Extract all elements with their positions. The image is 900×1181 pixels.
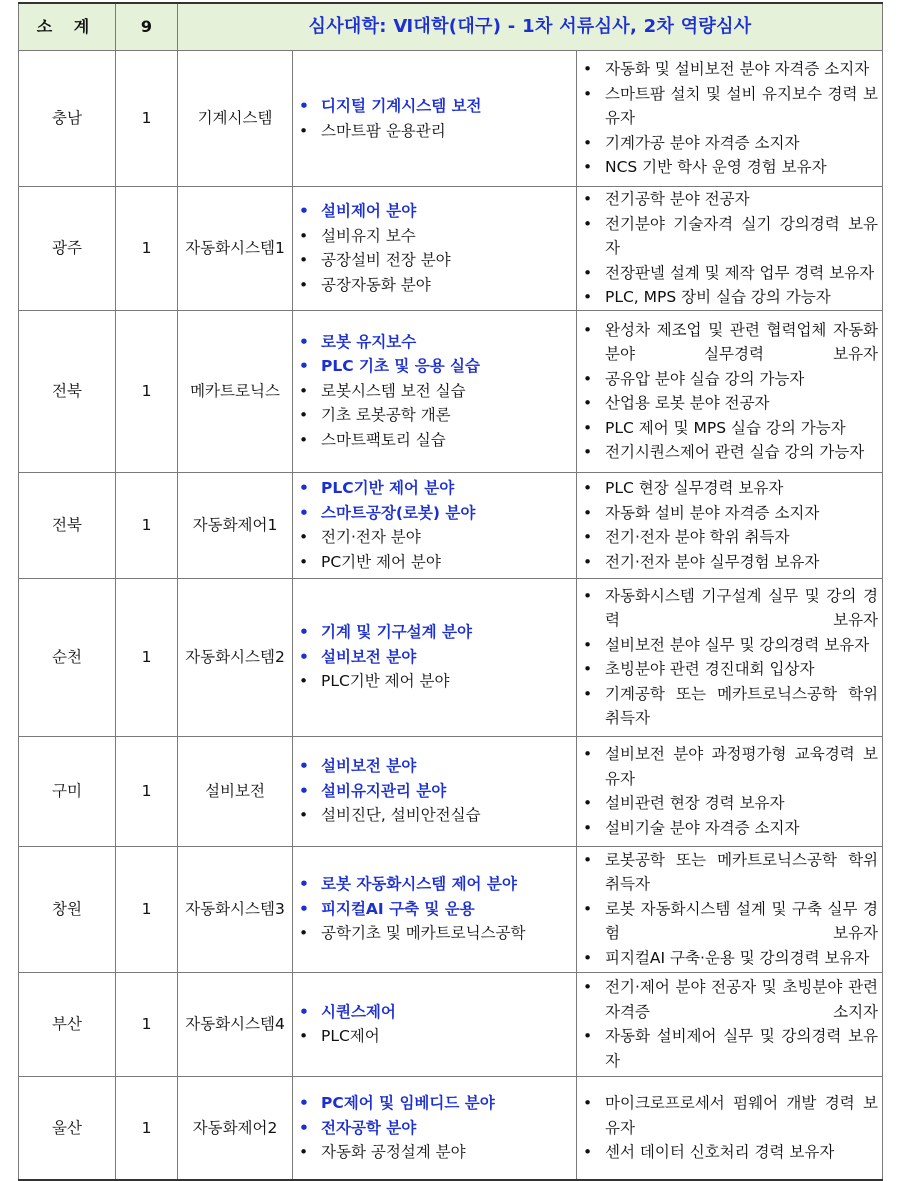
table-row: [19, 310, 883, 472]
qualification-item: • PLC, MPS 장비 실습 강의 가능자: [579, 285, 878, 310]
count-cell: 1: [116, 578, 178, 736]
table-row: [19, 187, 883, 311]
qualification-item: • 자동화시스템 기구설계 실무 및 강의 경력 보유자: [579, 584, 878, 633]
count-cell: 1: [116, 310, 178, 472]
subject-item: • 설비진단, 설비안전실습: [295, 803, 576, 828]
table-row: [19, 51, 883, 187]
qualifications-list: [579, 584, 878, 731]
subject-item: • 공장설비 전장 분야: [295, 248, 576, 273]
subject-item: • 피지컬AI 구축 및 운용: [295, 897, 576, 922]
qualification-item: • 기계가공 분야 자격증 소지자: [579, 131, 878, 156]
review-college-title: 심사대학: Ⅵ대학(대구) - 1차 서류심사, 2차 역량심사: [178, 3, 883, 51]
subjects-list: [295, 620, 576, 694]
subjects-list: [295, 330, 576, 453]
department-cell: 설비보전: [178, 736, 293, 846]
subject-item: • 기계 및 기구설계 분야: [295, 620, 576, 645]
subject-item: • 시퀀스제어: [295, 1000, 576, 1025]
subject-item: • 설비보전 분야: [295, 645, 576, 670]
qualification-item: • 설비관련 현장 경력 보유자: [579, 791, 878, 816]
subjects-cell: [293, 187, 577, 311]
region-cell: 충남: [19, 51, 116, 187]
qualifications-list: [579, 975, 878, 1073]
count-cell: 1: [116, 51, 178, 187]
subject-item: • 디지털 기계시스템 보전: [295, 94, 576, 119]
subjects-list: [295, 754, 576, 828]
table-row: [19, 1076, 883, 1180]
subject-item: • PC기반 제어 분야: [295, 550, 576, 575]
table-row: [19, 972, 883, 1076]
qualifications-cell: [577, 472, 883, 578]
qualification-item: • 설비기술 분야 자격증 소지자: [579, 816, 878, 841]
region-cell: 창원: [19, 846, 116, 972]
department-cell: 자동화시스템2: [178, 578, 293, 736]
subjects-cell: [293, 472, 577, 578]
qualification-item: • 공유압 분야 실습 강의 가능자: [579, 367, 878, 392]
qualification-item: • 전기분야 기술자격 실기 강의경력 보유자: [579, 212, 878, 261]
qualification-item: • 전기·제어 분야 전공자 및 초빙분야 관련 자격증 소지자: [579, 975, 878, 1024]
region-cell: 부산: [19, 972, 116, 1076]
subject-item: • PLC 기초 및 응용 실습: [295, 354, 576, 379]
qualifications-cell: [577, 187, 883, 311]
table-row: [19, 846, 883, 972]
department-cell: 자동화시스템1: [178, 187, 293, 311]
subjects-list: [295, 94, 576, 143]
region-cell: 구미: [19, 736, 116, 846]
recruitment-table: [18, 2, 883, 1181]
qualifications-cell: [577, 1076, 883, 1180]
qualification-item: • 자동화 및 설비보전 분야 자격증 소지자: [579, 57, 878, 82]
qualification-item: • 자동화 설비 분야 자격증 소지자: [579, 501, 878, 526]
subject-item: • 전기·전자 분야: [295, 525, 576, 550]
qualification-item: • 스마트팜 설치 및 설비 유지보수 경력 보유자: [579, 82, 878, 131]
qualification-item: • 완성차 제조업 및 관련 협력업체 자동화 분야 실무경력 보유자: [579, 318, 878, 367]
subtotal-label: 소 계: [19, 3, 116, 51]
qualification-item: • 마이크로프로세서 펌웨어 개발 경력 보유자: [579, 1091, 878, 1140]
subtotal-count: 9: [116, 3, 178, 51]
count-cell: 1: [116, 846, 178, 972]
subjects-cell: [293, 310, 577, 472]
qualification-item: • 로봇 자동화시스템 설계 및 구축 실무 경험 보유자: [579, 897, 878, 946]
subjects-list: [295, 476, 576, 574]
subject-item: • PLC기반 제어 분야: [295, 669, 576, 694]
qualifications-cell: [577, 736, 883, 846]
qualification-item: • 전기시퀀스제어 관련 실습 강의 가능자: [579, 440, 878, 465]
qualification-item: • 자동화 설비제어 실무 및 강의경력 보유자: [579, 1024, 878, 1073]
subjects-cell: [293, 1076, 577, 1180]
department-cell: 자동화시스템3: [178, 846, 293, 972]
qualification-item: • 설비보전 분야 과정평가형 교육경력 보유자: [579, 742, 878, 791]
qualifications-list: [579, 57, 878, 180]
region-cell: 전북: [19, 472, 116, 578]
summary-header-row: [19, 3, 883, 51]
subject-item: • 전자공학 분야: [295, 1116, 576, 1141]
subjects-cell: [293, 972, 577, 1076]
region-cell: 순천: [19, 578, 116, 736]
subject-item: • 로봇시스템 보전 실습: [295, 379, 576, 404]
qualifications-list: [579, 848, 878, 971]
subject-item: • 공장자동화 분야: [295, 273, 576, 298]
subject-item: • 설비유지관리 분야: [295, 779, 576, 804]
qualification-item: • 전기·전자 분야 실무경험 보유자: [579, 550, 878, 575]
qualifications-list: [579, 1091, 878, 1165]
qualification-item: • PLC 제어 및 MPS 실습 강의 가능자: [579, 416, 878, 441]
region-cell: 울산: [19, 1076, 116, 1180]
subject-item: • PC제어 및 임베디드 분야: [295, 1091, 576, 1116]
region-cell: 전북: [19, 310, 116, 472]
count-cell: 1: [116, 187, 178, 311]
department-cell: 자동화제어1: [178, 472, 293, 578]
subjects-cell: [293, 846, 577, 972]
qualifications-cell: [577, 578, 883, 736]
region-cell: 광주: [19, 187, 116, 311]
qualification-item: • 전기공학 분야 전공자: [579, 187, 878, 212]
subject-item: • 스마트팜 운용관리: [295, 119, 576, 144]
subjects-list: [295, 1000, 576, 1049]
qualifications-list: [579, 318, 878, 465]
department-cell: 자동화시스템4: [178, 972, 293, 1076]
qualifications-list: [579, 476, 878, 574]
qualification-item: • 전기·전자 분야 학위 취득자: [579, 525, 878, 550]
subject-item: • 기초 로봇공학 개론: [295, 403, 576, 428]
qualification-item: • NCS 기반 학사 운영 경험 보유자: [579, 155, 878, 180]
qualifications-list: [579, 187, 878, 310]
subject-item: • 설비보전 분야: [295, 754, 576, 779]
qualification-item: • 로봇공학 또는 메카트로닉스공학 학위 취득자: [579, 848, 878, 897]
qualification-item: • 설비보전 분야 실무 및 강의경력 보유자: [579, 633, 878, 658]
subject-item: • 설비유지 보수: [295, 224, 576, 249]
subject-item: • 공학기초 및 메카트로닉스공학: [295, 921, 576, 946]
subject-item: • 자동화 공정설계 분야: [295, 1140, 576, 1165]
count-cell: 1: [116, 972, 178, 1076]
count-cell: 1: [116, 736, 178, 846]
department-cell: 자동화제어2: [178, 1076, 293, 1180]
subjects-list: [295, 1091, 576, 1165]
table-row: [19, 736, 883, 846]
subjects-list: [295, 872, 576, 946]
qualifications-list: [579, 742, 878, 840]
count-cell: 1: [116, 472, 178, 578]
subject-item: • 스마트팩토리 실습: [295, 428, 576, 453]
subject-item: • PLC기반 제어 분야: [295, 476, 576, 501]
qualification-item: • 초빙분야 관련 경진대회 입상자: [579, 657, 878, 682]
table-row: [19, 578, 883, 736]
table-row: [19, 472, 883, 578]
subject-item: • 스마트공장(로봇) 분야: [295, 501, 576, 526]
subjects-cell: [293, 51, 577, 187]
subjects-cell: [293, 736, 577, 846]
qualification-item: • 산업용 로봇 분야 전공자: [579, 391, 878, 416]
subject-item: • 설비제어 분야: [295, 199, 576, 224]
count-cell: 1: [116, 1076, 178, 1180]
subject-item: • 로봇 자동화시스템 제어 분야: [295, 872, 576, 897]
qualifications-cell: [577, 51, 883, 187]
qualifications-cell: [577, 972, 883, 1076]
department-cell: 기계시스템: [178, 51, 293, 187]
qualification-item: • 기계공학 또는 메카트로닉스공학 학위 취득자: [579, 682, 878, 731]
subject-item: • PLC제어: [295, 1024, 576, 1049]
department-cell: 메카트로닉스: [178, 310, 293, 472]
subjects-cell: [293, 578, 577, 736]
qualification-item: • 센서 데이터 신호처리 경력 보유자: [579, 1140, 878, 1165]
qualification-item: • 피지컬AI 구축·운용 및 강의경력 보유자: [579, 946, 878, 971]
subject-item: • 로봇 유지보수: [295, 330, 576, 355]
qualification-item: • PLC 현장 실무경력 보유자: [579, 476, 878, 501]
qualification-item: • 전장판넬 설계 및 제작 업무 경력 보유자: [579, 261, 878, 286]
qualifications-cell: [577, 846, 883, 972]
subjects-list: [295, 199, 576, 297]
qualifications-cell: [577, 310, 883, 472]
